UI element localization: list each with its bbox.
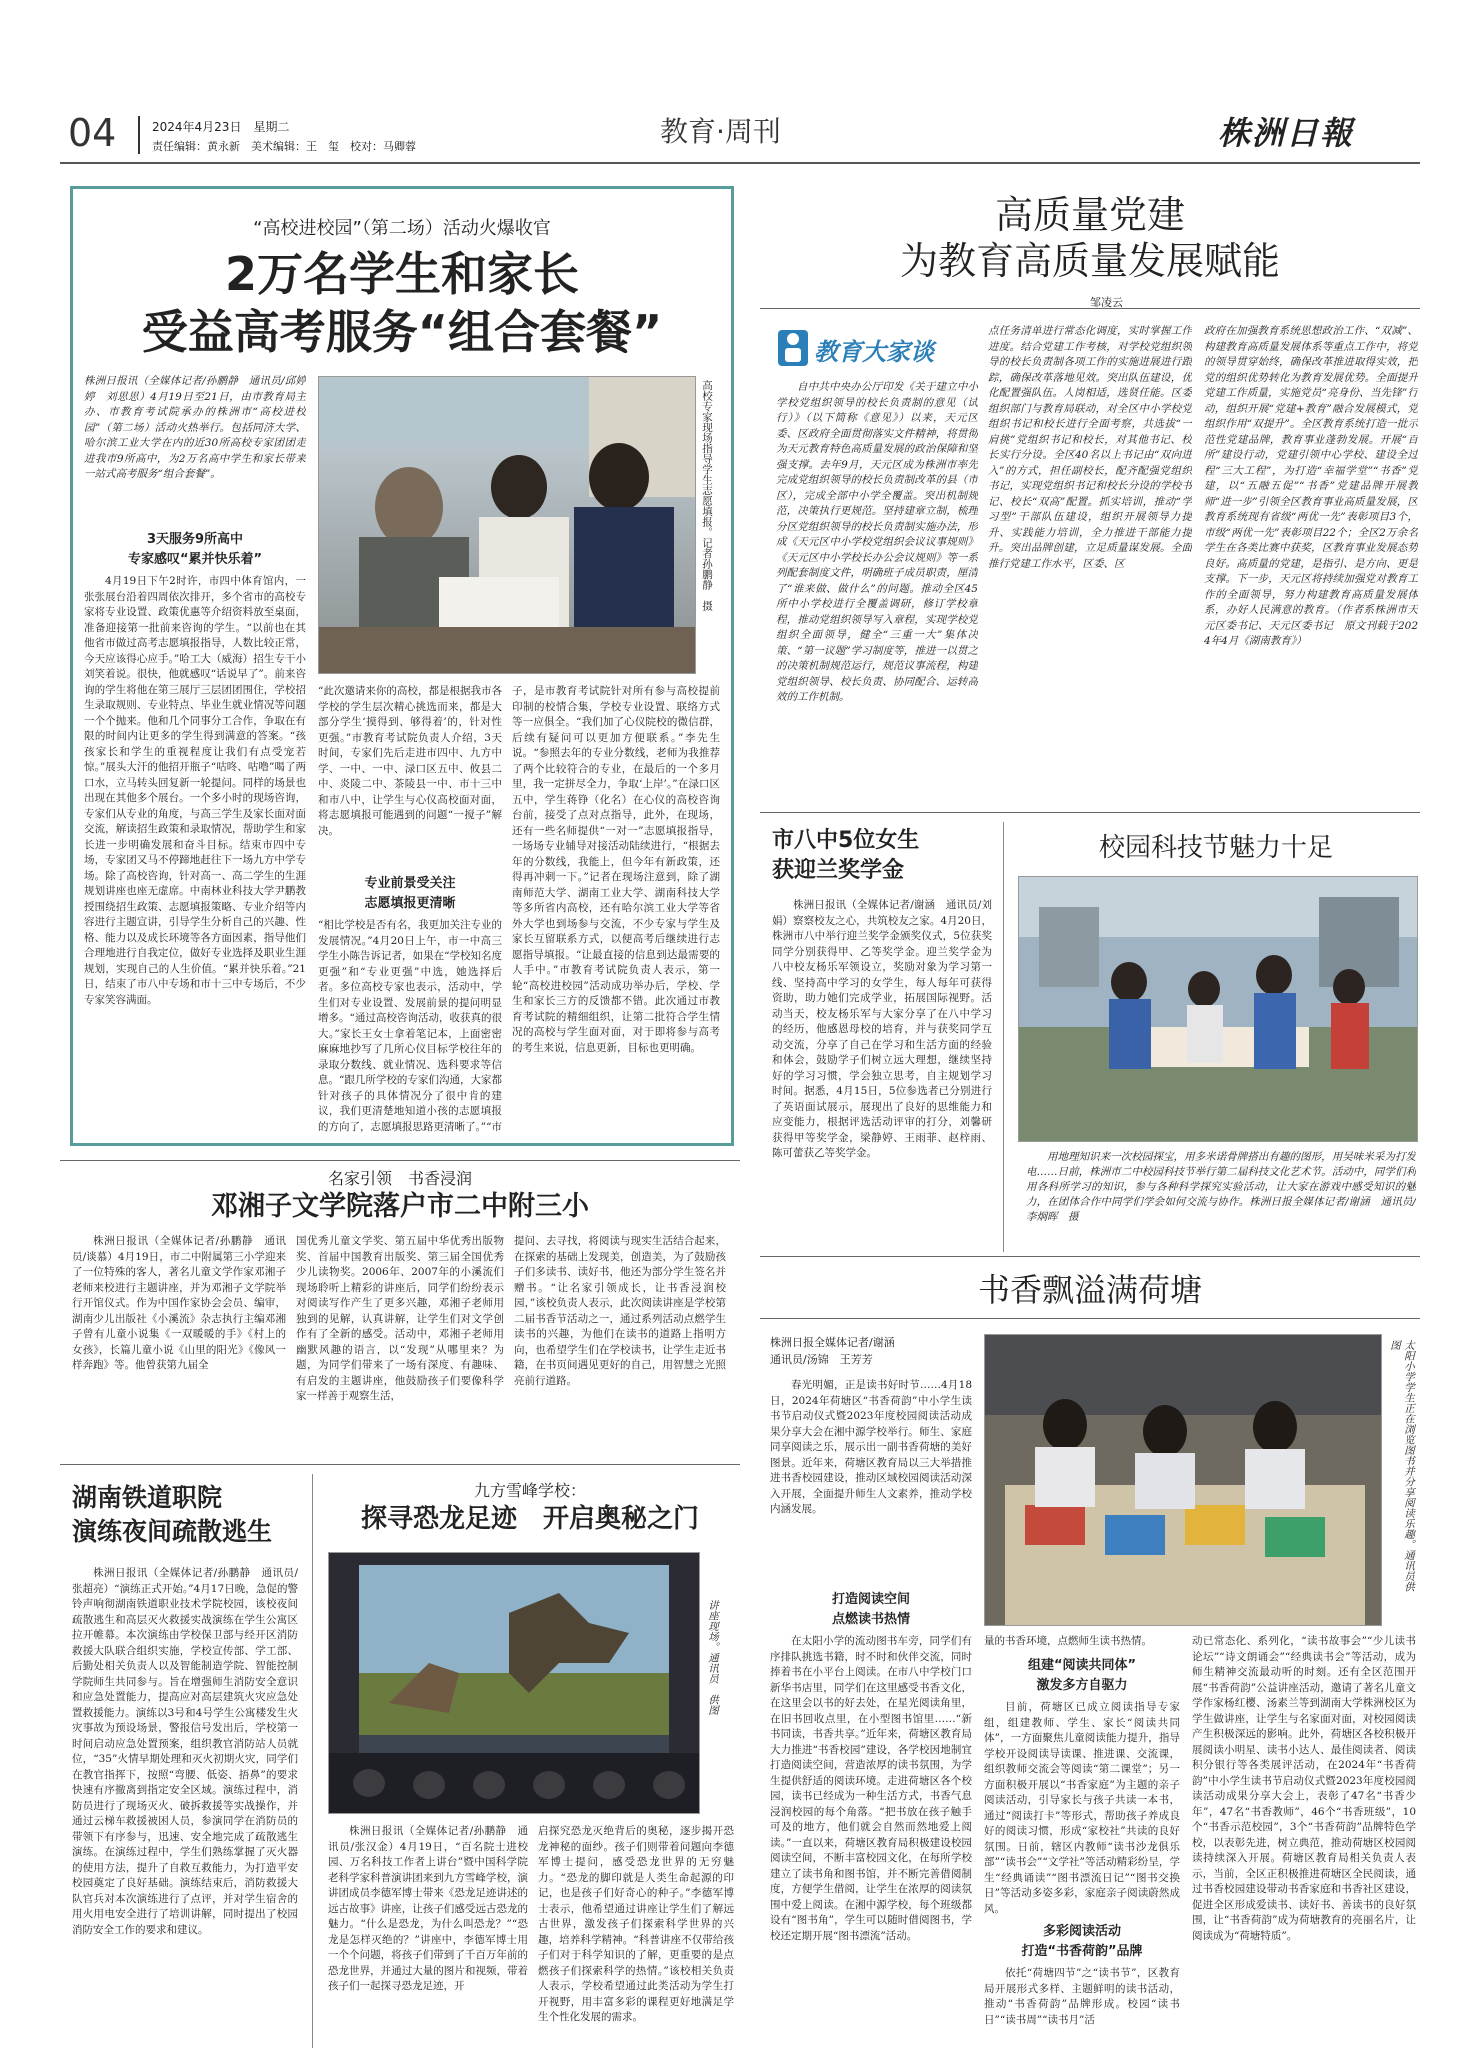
story1-kicker: “高校进校园”（第二场）活动火爆收官 xyxy=(253,218,551,239)
story1-photo-caption: 高校专家现场指导学生志愿填报。记者孙鹏静 摄 xyxy=(701,380,713,611)
story2-title-line2: 为教育高质量发展赋能 xyxy=(899,239,1280,283)
story7-col1: 株洲日报讯（全媒体记者/孙鹏静 通讯员/张汉金）4月19日，“百名院士进校园、万名科技工作者上讲台”暨中国科学院老科学家科普演讲团来到九方雪峰学校，演讲团成员李德军博士带来《恐龙足迹讲述的远古故事》讲座，让孩子们感受远古恐龙的魅力。“什么是恐龙，为什么叫恐龙？”“恐龙是怎样灭绝的？”讲座中，李德军博士用一个个问题，将孩子们带到了千百万年前的恐龙世界，并通过大量的图片和视频，带着孩子们一起探寻恐龙足迹，开 xyxy=(328,1825,528,1992)
story4-title: 校园科技节魅力十足 xyxy=(1098,833,1333,863)
story5-title: 邓湘子文学院落户市二中附三小 xyxy=(211,1191,589,1222)
story4-caption: 用地理知识来一次校园探宝，用多米诺骨牌搭出有趣的图形，用吴味米采为打发电……日前，株洲市二中校园科技节举行第二届科技文化艺术节。活动中，同学们利用各科所学习的知识，参与各种科学探究实验活动，让大家在游戏中感受知识的魅力，在团体合作中同学们学会如何交流与协作。株洲日报全媒体记者/谢涵 通讯员/李炯晖 摄 xyxy=(1026,1151,1416,1223)
issue-date: 2024年4月23日 星期二 xyxy=(152,120,290,134)
story8-col2c: 依托“荷塘四节”之“读书节”，区教育局开展形式多样、主题鲜明的读书活动，推动“书香荷韵”品牌形成。校园“读书日”“读书周”“读书月”活 xyxy=(984,1967,1180,2026)
story2-byline: 邹凌云 xyxy=(1090,296,1123,309)
students-consulting-photo xyxy=(319,377,695,673)
story8-lead: 春光明媚，正是读书好时节……4月18日，2024年荷塘区“书香荷韵”中小学生读书节启动仪式暨2023年度校园阅读活动成果分享大会在湘中源学校举行。师生、家庭同享阅读之乐，展示出一副书香荷塘的美好图景。近年来，荷塘区教育局以三大举措推进书香校园建设，推动区域校园阅读活动深入开展，全面提升师生人文素养，推动学校内涵发展。 xyxy=(770,1379,972,1515)
story5-col3: 提问、去寻找，将阅读与现实生活结合起来，在探索的基础上发现美，创造美，为了鼓励孩子们多读书、读好书，他还为部分学生签名并赠书。“让名家引领成长，让书香浸润校园，”该校负责人表示，此次阅读讲座是学校第二届书香节活动之一，通过系列活动点燃学生读书的兴趣，为他们在读书的道路上指明方向，也希望学生们在学校读书，让学生走近书籍，在书页间遇见更好的自己，用智慧之光照亮前行道路。 xyxy=(514,1235,726,1387)
story2-badge-label: 教育大家谈 xyxy=(814,338,934,366)
story6-text: 株洲日报讯（全媒体记者/孙鹏静 通讯员/张超亮）“演练正式开始。”4月17日晚，急促的警铃声响彻湖南铁道职业技术学院校园，该校夜间疏散逃生和高层灭火救援实战演练在学生公寓区拉开帷幕。本次演练由学校保卫部与经开区消防救援大队联合组织实施，学校宣传部、学工部、后勤处相关负责人以及智能制造学院、智能控制学院师生共同参与。旨在增强师生消防安全意识和应急处置能力，提高应对高层建筑火灾应急处置救援能力。演练以3号和4号学生公寓楼发生火灾事故为预设场景，警报信号发出后，学校第一时间启动应急处置预案，组织教官消防站人员就位，“35”火情早期处理和灭火初期火灾，同学们在教官指挥下，按照“弯腰、低姿、捂鼻”的要求快速有序撤离到指定安全区域。演练过程中，消防员进行了现场灭火、破拆救援等实战操作，并通过云梯车救援被困人员，参演同学在消防员的带领下有序参与，迅速、安全地完成了疏散逃生演练。在演练过程中，学生们熟练掌握了灭火器的使用方法，提升了自救互救能力，为打造平安校园奠定了良好基础。演练结束后，消防救援大队官兵对本次演练进行了点评，并对学生宿舍的用火用电安全进行了培训讲解，同时提出了校园消防安全工作的要求和建议。 xyxy=(72,1567,298,1936)
story8-photo xyxy=(984,1334,1382,1626)
science-festival-photo xyxy=(1019,877,1417,1141)
story8-subhead3: 多彩阅读活动 打造“书香荷韵”品牌 xyxy=(1021,1924,1143,1959)
story1-lead: 株洲日报讯（全媒体记者/孙鹏静 通讯员/邱婷婷 刘思思）4月19日至21日，由市教育局主办、市教育考试院承办的株洲市“高校进校园”（第二场）活动火热举行。包括同济大学、哈尔滨工业大学在内的近30所高校专家团团走进我市9所高中，为2万名高中学生和家长带来一站式高考服务“组合套餐”。 xyxy=(84,375,306,480)
story1-col1: 4月19日下午2时许，市四中体育馆内，一张张展台沿着四周依次排开，多个省市的高校专家将专业设置、政策优惠等介绍资料放至桌面，准备迎接第一批前来咨询的学生。“以前也在其他省市做过高考志愿填报指导，人数比较正常，今天应该得心应手。”哈工大（威海）招生专干小刘笑着说。很快，他就感叹“话说早了”。前来咨询的学生将他在第三展厅三层团团围住，学校招生录取规则、专业特点、毕业生就业情况等问题一个个抛来。他和几个同事分工合作，争取在有限的时间内让更多的学生得到满意的答案。“孩孩家长和学生的重视程度让我们有点受宠若惊。”展头大汗的他招开瓶子“咕咚、咕噜”喝了两口水，立马转头回复新一轮提问。同样的场景也出现在其他多个展台。一个多小时的现场咨询，专家们从专业的角度，与高三学生及家长面对面交流，解读招生政策和录取情况，帮助学生和家长进一步明确发展和奋斗目标。结束市四中专场，专家团又马不停蹄地赶往下一场九方中学专场。除了高校咨询，针对高一、高二学生的生涯规划讲座也座无虚席。中南林业科技大学尹鹏教授围绕招生政策、志愿填报策略、专业介绍等内容进行主题宣讲，引导学生分析自己的兴趣、性格、能力以及成长环境等各方面因素，指导他们合理地进行自我定位，做好专业选择及职业生涯规划，实现自己的人生价值。“累并快乐着。”21日，结束了市八中专场和市十三中专场后，不少专家笑容满面。 xyxy=(84,575,306,1006)
story8-title: 书香飘溢满荷塘 xyxy=(977,1271,1202,1309)
story8-col1: 在太阳小学的流动图书车旁，同学们有序排队挑选书籍，时不时和伙伴交流，同时捧着书在小平台上阅读。在市八中学校门口新华书店里，同学们在这里感受书香文化，在这里会以书的好去处，在星光阅读角里，在旧书回收点里，在小型图书馆里……“新书同读，书香共享。”近年来，荷塘区教育局大力推进“书香校园”建设，各学校因地制宜打造阅读空间，营造浓厚的读书氛围，为学生提供舒适的阅读环境。走进荷塘区各个校园，读书已经成为一种生活方式，书香气息浸润校园的每个角落。“把书放在孩子触手可及的地方，他们就会自然而然地爱上阅读。”一直以来，荷塘区教育局积极建设校园阅读空间，不断丰富校园文化，在每所学校建立了读书角和图书馆，并不断完善借阅制度，方便学生借阅，让学生在浓厚的阅读氛围中爱上阅读。在湘中源学校，每个班级都设有“图书角”，学生可以随时借阅图书，学校还定期开展“图书漂流”活动。 xyxy=(770,1635,972,1942)
story7-photo xyxy=(328,1552,700,1814)
story8-photo-caption: 太阳小学学生正在浏览图书并分享阅读乐趣。通讯员供图 xyxy=(1389,1340,1415,1592)
story3-text: 株洲日报讯（全媒体记者/谢涵 通讯员/刘娟）察察校友之心，共筑校友之家。4月20日，株洲市八中举行迎兰奖学金颁奖仪式，5位获奖同学分别获得甲、乙等奖学金。迎兰奖学金为八中校友杨乐军领设立，奖励对象为学习第一线、坚持高中学习的女学生，每人每年可获得资助，助力她们完成学业，拓展国际视野。活动当天，校友杨乐军与大家分享了在八中学习的经历，他感恩母校的培育，并与获奖同学互动交流，分享了自己在学习和生活方面的经验和体会，鼓励学子们树立远大理想，继续坚持好的学习习惯，学会独立思考，自主规划学习时间。据悉，4月15日，5位参选者已分别进行了英语面试展示，展现出了良好的思维能力和应变能力，根据评选活动评审的打分，刘馨研获得甲等奖学金，梁静婷、王雨菲、赵梓雨、陈可蕾获乙等奖学金。 xyxy=(772,899,992,1159)
story7-kicker: 九方雪峰学校： xyxy=(473,1481,586,1500)
story7-photo-caption: 讲座现场。通讯员 供图 xyxy=(707,1600,719,1716)
story8-subhead2: 组建“阅读共同体” 激发多方自驱力 xyxy=(1027,1658,1137,1693)
story8-subhead1: 打造阅读空间 点燃读书热情 xyxy=(831,1592,910,1627)
story3-title-line2: 获迎兰奖学金 xyxy=(772,858,905,883)
dinosaur-lecture-photo xyxy=(329,1553,699,1813)
story2-badge xyxy=(776,326,962,370)
story2-col2: 点任务清单进行常态化调度，实时掌握工作进度。结合党建工作考核，对学校党组织领导的校长负责制各项工作的实施进展进行跟踪，确保改革落地见效。突出队伍建设，优化配置强队伍。人岗相适，选贤任能。区委组织部门与教育局联动，对全区中小学校党组织书记和校长进行全面考察，共选拔“一肩挑”党组织书记和校长，对其他书记、校长实行分设。全区40名以上书记由“双向进入”的方式，担任副校长，配齐配强党组织书记，实现党组织书记和校长分设的学校书记、校长“双高”配置。抓实培训，推动“学习型”干部队伍建设，组织开展领导力提升、实践能力培训，全力推进干部能力提升。突出品牌创建，立足质量谋发展。全面推行党建工作水平，区委、区 xyxy=(988,325,1192,570)
newspaper-logo: 株洲日報 xyxy=(1218,114,1355,152)
page-number: 04 xyxy=(68,111,117,155)
editor-credits: 责任编辑：黄永新 美术编辑：王 玺 校对：马卿蓉 xyxy=(152,140,416,153)
story2-col1: 自中共中央办公厅印发《关于建立中小学校党组织领导的校长负责制的意见（试行）》（以下简称《意见》）以来，天元区委、区政府全面贯彻落实文件精神，将贯彻为天元教育特色高质量发展的政治保障和坚强支撑。去年9月，天元区成为株洲市率先完成党组织领导的校长负责制改革的县（市区），完成全部中小学全覆盖。突出机制规范，决策执行更规范。坚持建章立制，梳理分区党组织领导的校长负责制实施办法，形成《天元区中小学校党组织会议议事规则》《天元区中小学校长办公会议规则》等一系列配套制度文件，明确班子成员职责，厘清了“谁来做、做什么”的问题。推动全区45所中小学校进行全覆盖调研，修订学校章程，推动党组织领导写入章程，实现学校党组织全面领导，健全“三重一大”集体决策、“第一议题”学习制度等，推进一以贯之的决策机制规范运行，规范议事流程，构建党组织领导、校长负责、协同配合、运转高效的工作机制。 xyxy=(776,381,978,703)
story2-col3: 政府在加强教育系统思想政治工作、“双减”、构建教育高质量发展体系等重点工作中，将党的领导贯穿始终，确保改革推进取得实效，把党的组织优势转化为教育发展优势。全面提升党建工作质量，实施党员“亮身份、当先锋”行动，组织开展“党建+教育”融合发展模式，党组织作用“双提升”。全区教育系统打造一批示范性党建品牌，教育事业蓬勃发展。开展“百所”建设行动，党建引领中心学校、建设全过程“三大工程”，为打造“幸福学堂”“书香”党建，以“五融五促”“书香”党建品牌开展教师“进一步”引领全区教育事业高质量发展，区教育系统现有省级“两优一先”表彰项目3个，市级“两优一先”表彰项目22个；全区2万余名学生在各类比赛中获奖，区教育事业发展态势良好。高质量的党建，是指引、是方向、更是支撑。下一步，天元区将持续加强党对教育工作的全面领导，努力构建教育高质量发展体系，办好人民满意的教育。（作者系株洲市天元区委书记、天元区委书记 原文刊载于2024年4月《湖南教育》） xyxy=(1204,325,1418,647)
story1-col2: “此次邀请来你的高校，都是根据我市各学校的学生层次精心挑选而来，都是大部分学生‘摸得到、够得着’的，针对性更强。”市教育考试院负责人介绍，3天时间，专家们先后走进市四中、九方中学、一中、一中、渌口区五中、攸县二中、炎陵二中、茶陵县一中、市十三中和市八中，让学生与心仪高校面对面，将志愿填报可能遇到的问题“一搅子”解决。 xyxy=(318,685,502,837)
story1-title-line2: 受益高考服务“组合套餐” xyxy=(141,305,663,359)
story8-col2b: 目前，荷塘区已成立阅读指导专家组，组建教师、学生、家长“阅读共同体”，一方面聚焦儿童阅读能力提升，指导学校开设阅读导读课、推进课、交流课，组织教师交流会等阅读“第二课堂”；另一方面积极开展以“书香家庭”为主题的亲子阅读活动，引导家长与孩子共读一本书，通过“阅读打卡”等形式，帮助孩子养成良好的阅读习惯，形成“家校社”共读的良好氛围。日前，辖区内教师“读书沙龙俱乐部”“读书会”“文学社”等活动精彩纷呈，学生“经典诵读”“图书漂流日记”“图书交换日”等活动多姿多彩，家庭亲子阅读蔚然成风。 xyxy=(984,1701,1180,1915)
story4-photo xyxy=(1018,876,1418,1142)
story7-title: 探寻恐龙足迹 开启奥秘之门 xyxy=(360,1504,699,1534)
story3-title-line1: 市八中5位女生 xyxy=(772,828,920,853)
story8-col2: 量的书香环境，点燃师生读书热情。 xyxy=(984,1635,1152,1647)
story1-subhead1: 3天服务9所高中 专家感叹“累并快乐着” xyxy=(127,532,263,567)
reading-students-photo xyxy=(985,1335,1381,1625)
story6-title-line2: 演练夜间疏散逃生 xyxy=(72,1517,273,1546)
story1-subhead2: 专业前景受关注 志愿填报更清晰 xyxy=(364,876,456,911)
story5-kicker: 名家引领 书香浸润 xyxy=(327,1169,472,1188)
story8-byline: 株洲日报全媒体记者/谢涵 通讯员/汤锦 王芳芳 xyxy=(770,1336,895,1366)
story1-photo xyxy=(318,376,696,674)
story1-title-line1: 2万名学生和家长 xyxy=(224,247,579,301)
story1-col2b: “相比学校是否有名，我更加关注专业的发展情况。”4月20日上午，市一中高三学生小陈告诉记者，如果在“学校知名度更强”和“专业更强”中选，她选择后者。多位高校专家也表示，活动中，学生们对专业设置、发展前景的提问明显增多。“通过高校咨询活动，收获真的很大。”家长王女士拿着笔记本，上面密密麻麻地抄写了几所心仪目标学校往年的录取分数线、就业情况、选科要求等信息。“跟几所学校的专家们沟通，大家都针对孩子的具体情况分了很中肯的建议，我们更清楚地知道小孩的志愿填报的方向了，志愿填报思路更清晰了。”“市 xyxy=(318,919,502,1133)
story5-col1: 株洲日报讯（全媒体记者/孙鹏静 通讯员/谈慕）4月19日，市二中附属第三小学迎来了一位特殊的客人，著名儿童文学作家邓湘子老师来校进行主题讲座，并为邓湘子文学院举行开馆仪式。作为中国作家协会会员、编审，湖南少儿出版社《小溪流》杂志执行主编邓湘子曾有儿童小说集《一双暖暖的手》《村上的女孩》，长篇儿童小说《山里的阳光》《像风一样奔跑》等。他曾获第九届全 xyxy=(72,1235,286,1371)
story8-col3: 动已常态化、系列化，“读书故事会”“少儿读书论坛”“诗文朗诵会”“经典读书会”等活动，成为师生精神交流最动听的时刻。还有全区范围开展“书香荷韵”公益讲座活动，邀请了著名儿童文学作家杨红樱、汤素兰等到湖南大学株洲校区为学生做讲座，让学生与名家面对面，对校园阅读产生积极深远的影响。此外，荷塘区各校积极开展阅读小明星、读书小达人、最佳阅读者、阅读积分银行等各类展评活动，在2024年“书香荷韵”中小学生读书节启动仪式暨2023年度校园阅读活动成果分享大会上，表彰了47名“书香少年”，47名“书香教师”，46个“书香班级”，10个“书香示范校园”，3个“书香荷韵”品牌特色学校，以表彰先进，树立典范，推动荷塘区校园阅读持续深入开展。荷塘区教育局相关负责人表示，当前，全区正积极推进荷塘区全民阅读，通过书香校园建设带动书香家庭和书香社区建设，促进全区形成爱读书、读好书、善读书的良好氛围，让“书香荷韵”成为荷塘教育的亮丽名片，让阅读成为“荷塘特质”。 xyxy=(1192,1635,1416,1942)
story5-col2: 国优秀儿童文学奖、第五届中华优秀出版物奖、首届中国教育出版奖、第三届全国优秀少儿读物奖。2006年、2007年的小溪流们现场聆听上精彩的讲座后，同学们纷纷表示对阅读写作产生了更多兴趣，邓湘子老师用独到的见解，认真讲解，让学生们对文学创作有了全新的感受。活动中，邓湘子老师用幽默风趣的语言，以“发现”从哪里来？为题，为同学们带来了一场有深度、有趣味、有启发的主题讲座，他鼓励孩子们要像科学家一样善于观察生活， xyxy=(296,1235,504,1402)
story7-col2: 启探究恐龙灭绝背后的奥秘，逐步揭开恐龙神秘的面纱。孩子们则带着问题向李德军博士提问，感受恐龙世界的无穷魅力。“恐龙的脚印就是人类生命起源的印记，也是孩子们好奇心的种子。”李德军博士表示，他希望通过讲座让学生们了解远古世界，激发孩子们探索科学世界的兴趣，培养科学精神。“科普讲座不仅带给孩子们对于科学知识的了解，更重要的是点燃孩子们探索科学的热情。”该校相关负责人表示，学校希望通过此类活动为学生打开视野，用丰富多彩的课程更好地满足学生个性化发展的需求。 xyxy=(538,1825,734,2023)
story6-title-line1: 湖南铁道职院 xyxy=(72,1483,223,1512)
story1-col3: 子，是市教育考试院针对所有参与高校提前印制的校情合集，学校专业设置、联络方式等一应俱全。“我们加了心仪院校的微信群，后续有疑问可以更加方便联系。”李先生说。“参照去年的专业分数线，老师为我推荐了两个比较符合的专业，在最后的一个多月里，我一定拼尽全力，争取‘上岸’。”在渌口区五中，学生蒋铮（化名）在心仪的高校咨询台前，接受了点对点指导，此外，在现场，还有一些名师提供“一对一”志愿填报指导，一场场专业辅导对接活动陆续进行，“根据去年的分数线，我能上，但今年有新政策，还得再冲刺一下。”记者在现场注意到，除了湖南师范大学、湖南工业大学、湖南科技大学等多所省内高校，还有哈尔滨工业大学等省外大学也到场参与交流，不少专家与学生及家长互留联系方式，以便高考后继续进行志愿指导填报。“让最直接的信息到达最需要的人手中。”市教育考试院负责人表示，第一轮“高校进校园”活动成功举办后，学校、学生和家长三方的反馈都不错。此次通过市教育考试院的精细组织，让第二批符合学生情况的高校与学生面对面，对于即将参与高考的考生来说，信息更新，目标也更明确。 xyxy=(512,685,720,1054)
story2-title-line1: 高质量党建 xyxy=(994,193,1185,237)
section-name: 教育·周刊 xyxy=(660,115,781,148)
